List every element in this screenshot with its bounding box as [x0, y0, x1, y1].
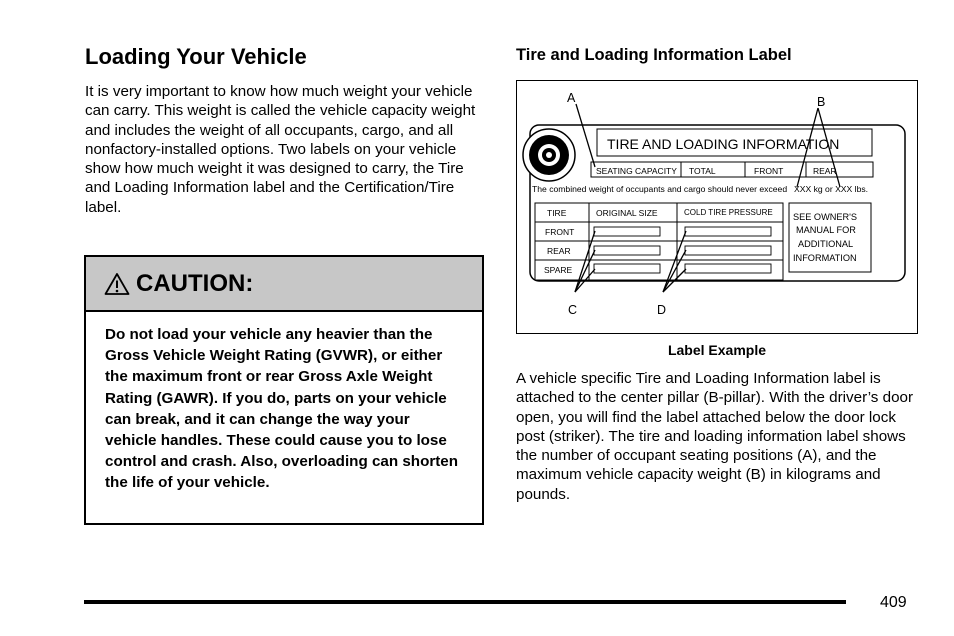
tire-table: [535, 203, 783, 280]
figure-caption: Label Example: [667, 342, 767, 358]
callout-d: D: [657, 303, 667, 317]
figure-heading: Tire and Loading Information Label: [516, 46, 792, 64]
front-label: FRONT: [754, 166, 784, 176]
cold-tire-pressure-header: COLD TIRE PRESSURE: [684, 208, 773, 217]
intro-paragraph: It is very important to know how much weight your vehicle can carry. This weight is called the vehicle capacity weight and includes the weight of all occupants, cargo, and all nonfactory-installed options. Two labels on your vehicle show how much weight it was designed to carry, the Tire and Loading Information label and the Certification/Tire label.: [85, 83, 476, 216]
row-rear-label: REAR: [547, 246, 571, 256]
caution-title: CAUTION:: [136, 269, 254, 297]
original-size-header: ORIGINAL SIZE: [596, 208, 658, 218]
footer-rule: [84, 600, 846, 604]
label-title: TIRE AND LOADING INFORMATION: [607, 136, 840, 152]
section-heading: Loading Your Vehicle: [85, 44, 307, 69]
page-number: 409: [880, 594, 907, 611]
total-label: TOTAL: [689, 166, 716, 176]
row-front-label: FRONT: [545, 227, 575, 237]
label-description-paragraph: A vehicle specific Tire and Loading Information label is attached to the center pillar (B-pillar). With the driver’s door open, you will find the label attached below the door lock post (striker). The tire and loading information label shows the number of occupant seating positions (A), and the maximum vehicle capacity weight (B) in kilograms and pounds.: [516, 370, 914, 503]
tire-icon: [523, 129, 575, 181]
callout-a: A: [567, 91, 576, 105]
weight-value-text: XXX kg or XXX lbs.: [794, 184, 869, 194]
caution-box: [84, 255, 484, 525]
label-figure: [516, 80, 918, 334]
tire-col-header: TIRE: [547, 208, 567, 218]
callout-b: B: [817, 95, 826, 109]
warning-triangle-icon: [104, 272, 130, 296]
seating-capacity-label: SEATING CAPACITY: [596, 166, 677, 176]
see-owners-line-1: SEE OWNER'S: [793, 212, 858, 222]
combined-weight-text: The combined weight of occupants and cargo should never exceed: [532, 184, 788, 194]
row-spare-label: SPARE: [544, 265, 573, 275]
see-owners-line-4: INFORMATION: [793, 253, 857, 263]
caution-header: [86, 257, 482, 312]
see-owners-line-3: ADDITIONAL: [798, 239, 854, 249]
rear-label: REAR: [813, 166, 837, 176]
caution-text: Do not load your vehicle any heavier than the Gross Vehicle Weight Rating (GVWR), or either the maximum front or rear Gross Axle Weight Rating (GAWR). If you do, parts on your vehicle can break, and it can change the way your vehicle handles. These could cause you to lose control and crash. Also, overloading can shorten the life of your vehicle.: [105, 326, 459, 492]
see-owners-line-2: MANUAL FOR: [796, 225, 856, 235]
callout-c: C: [568, 303, 578, 317]
